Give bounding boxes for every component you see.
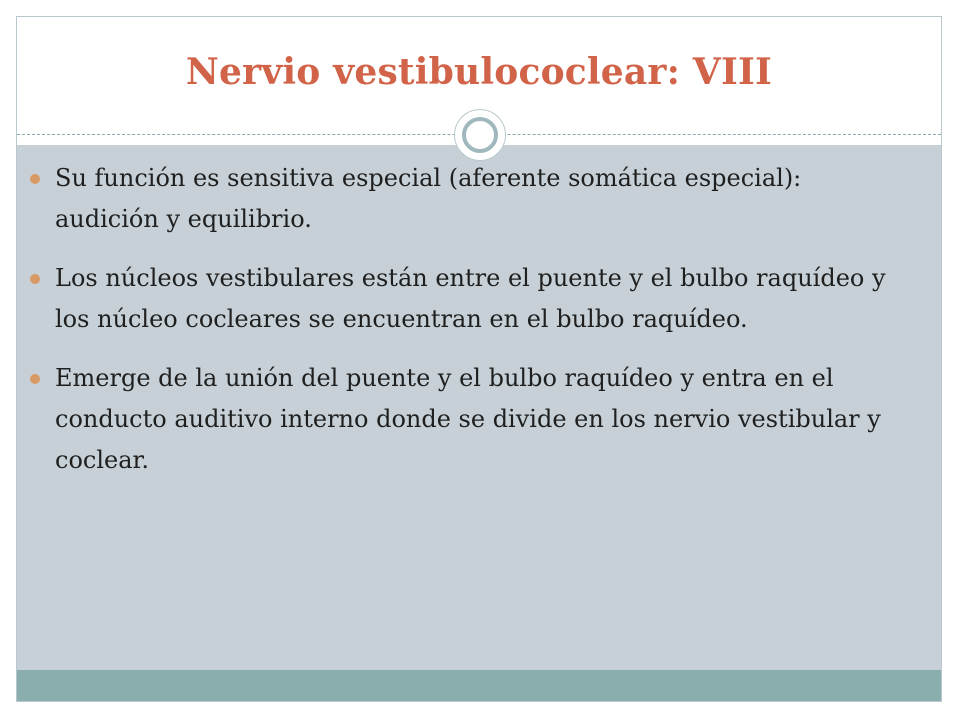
bullet-item xyxy=(30,158,910,240)
bullet-text: Emerge de la unión del puente y el bulbo raquídeo y entra en el conducto auditivo interno donde se divide en los nervio vestibular y coclear. xyxy=(55,364,881,474)
bullet-list xyxy=(30,158,910,499)
slide-title: Nervio vestibulococlear: VIII xyxy=(185,51,773,93)
circle-ornament-inner xyxy=(462,117,498,153)
bullet-dot-icon xyxy=(30,274,40,284)
bullet-item xyxy=(30,258,910,340)
bullet-item xyxy=(30,358,910,481)
circle-ornament-icon xyxy=(455,110,505,160)
footer-band xyxy=(17,670,941,702)
bullet-text: Su función es sensitiva especial (aferente somática especial): audición y equilibrio. xyxy=(55,164,802,233)
bullet-text: Los núcleos vestibulares están entre el puente y el bulbo raquídeo y los núcleo cocleares se encuentran en el bulbo raquídeo. xyxy=(55,264,886,333)
bullet-dot-icon xyxy=(30,174,40,184)
bullet-dot-icon xyxy=(30,374,40,384)
